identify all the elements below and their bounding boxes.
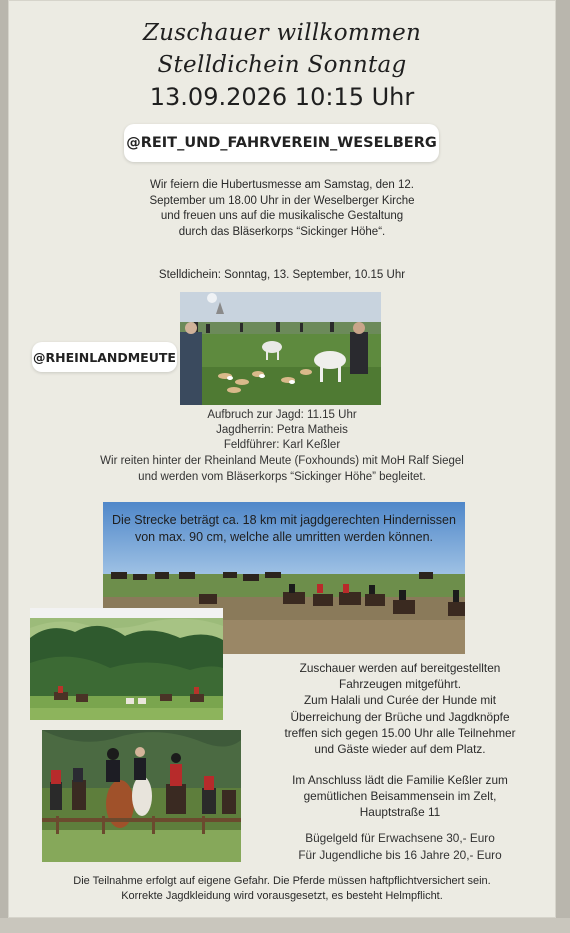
headline-date-time: 13.09.2026 10:15 Uhr: [149, 83, 415, 111]
photo-riders-closeup: [42, 730, 241, 862]
fee-adults-text: Bügelgeld für Erwachsene 30,- Euro: [305, 831, 495, 845]
photo-meet-hounds: [180, 292, 381, 405]
headline-welcome: Zuschauer willkommen: [142, 20, 422, 46]
club-handle-text: @REIT_UND_FAHRVEREIN_WESELBERG: [126, 135, 437, 151]
stelldichein-text: Stelldichein: Sonntag, 13. September, 10.15 Uhr: [158, 269, 406, 281]
aufbruch-text: Aufbruch zur Jagd: 11.15 Uhr: [207, 409, 357, 421]
meute-handle-text: @RHEINLANDMEUTE: [33, 349, 176, 365]
club-handle-tag[interactable]: [124, 124, 439, 162]
after-party-text: Im Anschluss lädt die Familie Keßler zum gemütlichen Beisammensein im Zelt, Hauptstraße 11: [292, 773, 508, 820]
headline-stelldichein: Stelldichein Sonntag: [157, 52, 407, 78]
poster: [8, 0, 556, 918]
jagdherrin-text: Jagdherrin: Petra Matheis: [216, 424, 348, 436]
spectators-text: Zuschauer werden auf bereitgestellten Fahrzeugen mitgeführt. Zum Halali und Curée der Hunde mit Überreichung der Brüche und Jagdknöpfe treffen sich gegen 15.00 Uhr alle Teilnehmer und Gäste wieder auf dem Platz.: [284, 661, 516, 757]
meute-handle-tag[interactable]: [32, 342, 177, 372]
fee-youth-text: Für Jugendliche bis 16 Jahre 20,- Euro: [298, 848, 502, 862]
rheinland-meute-text: Wir reiten hinter der Rheinland Meute (Foxhounds) mit MoH Ralf Siegel: [100, 455, 464, 467]
route-caption: Die Strecke beträgt ca. 18 km mit jagdgerechten Hindernissen von max. 90 cm, welche alle umritten werden können.: [112, 513, 456, 544]
footer-disclaimer: Die Teilnahme erfolgt auf eigene Gefahr. Die Pferde müssen haftpflichtversichert sein. Korrekte Jagdkleidung wird vorausgesetzt, es besteht Helmpflicht.: [73, 875, 491, 902]
blaeserkorps-text: und werden vom Bläserkorps “Sickinger Höhe” begleitet.: [138, 471, 426, 483]
bottom-strip: [0, 918, 570, 933]
feldfuehrer-text: Feldführer: Karl Keßler: [223, 439, 341, 451]
photo-landscape-riders: [30, 608, 223, 720]
intro-text: Wir feiern die Hubertusmesse am Samstag, den 12. September um 18.00 Uhr in der Weselberger Kirche und freuen uns auf die musikalische Gestaltung durch das Bläserkorps “Sickinger Höhe“.: [149, 179, 415, 238]
